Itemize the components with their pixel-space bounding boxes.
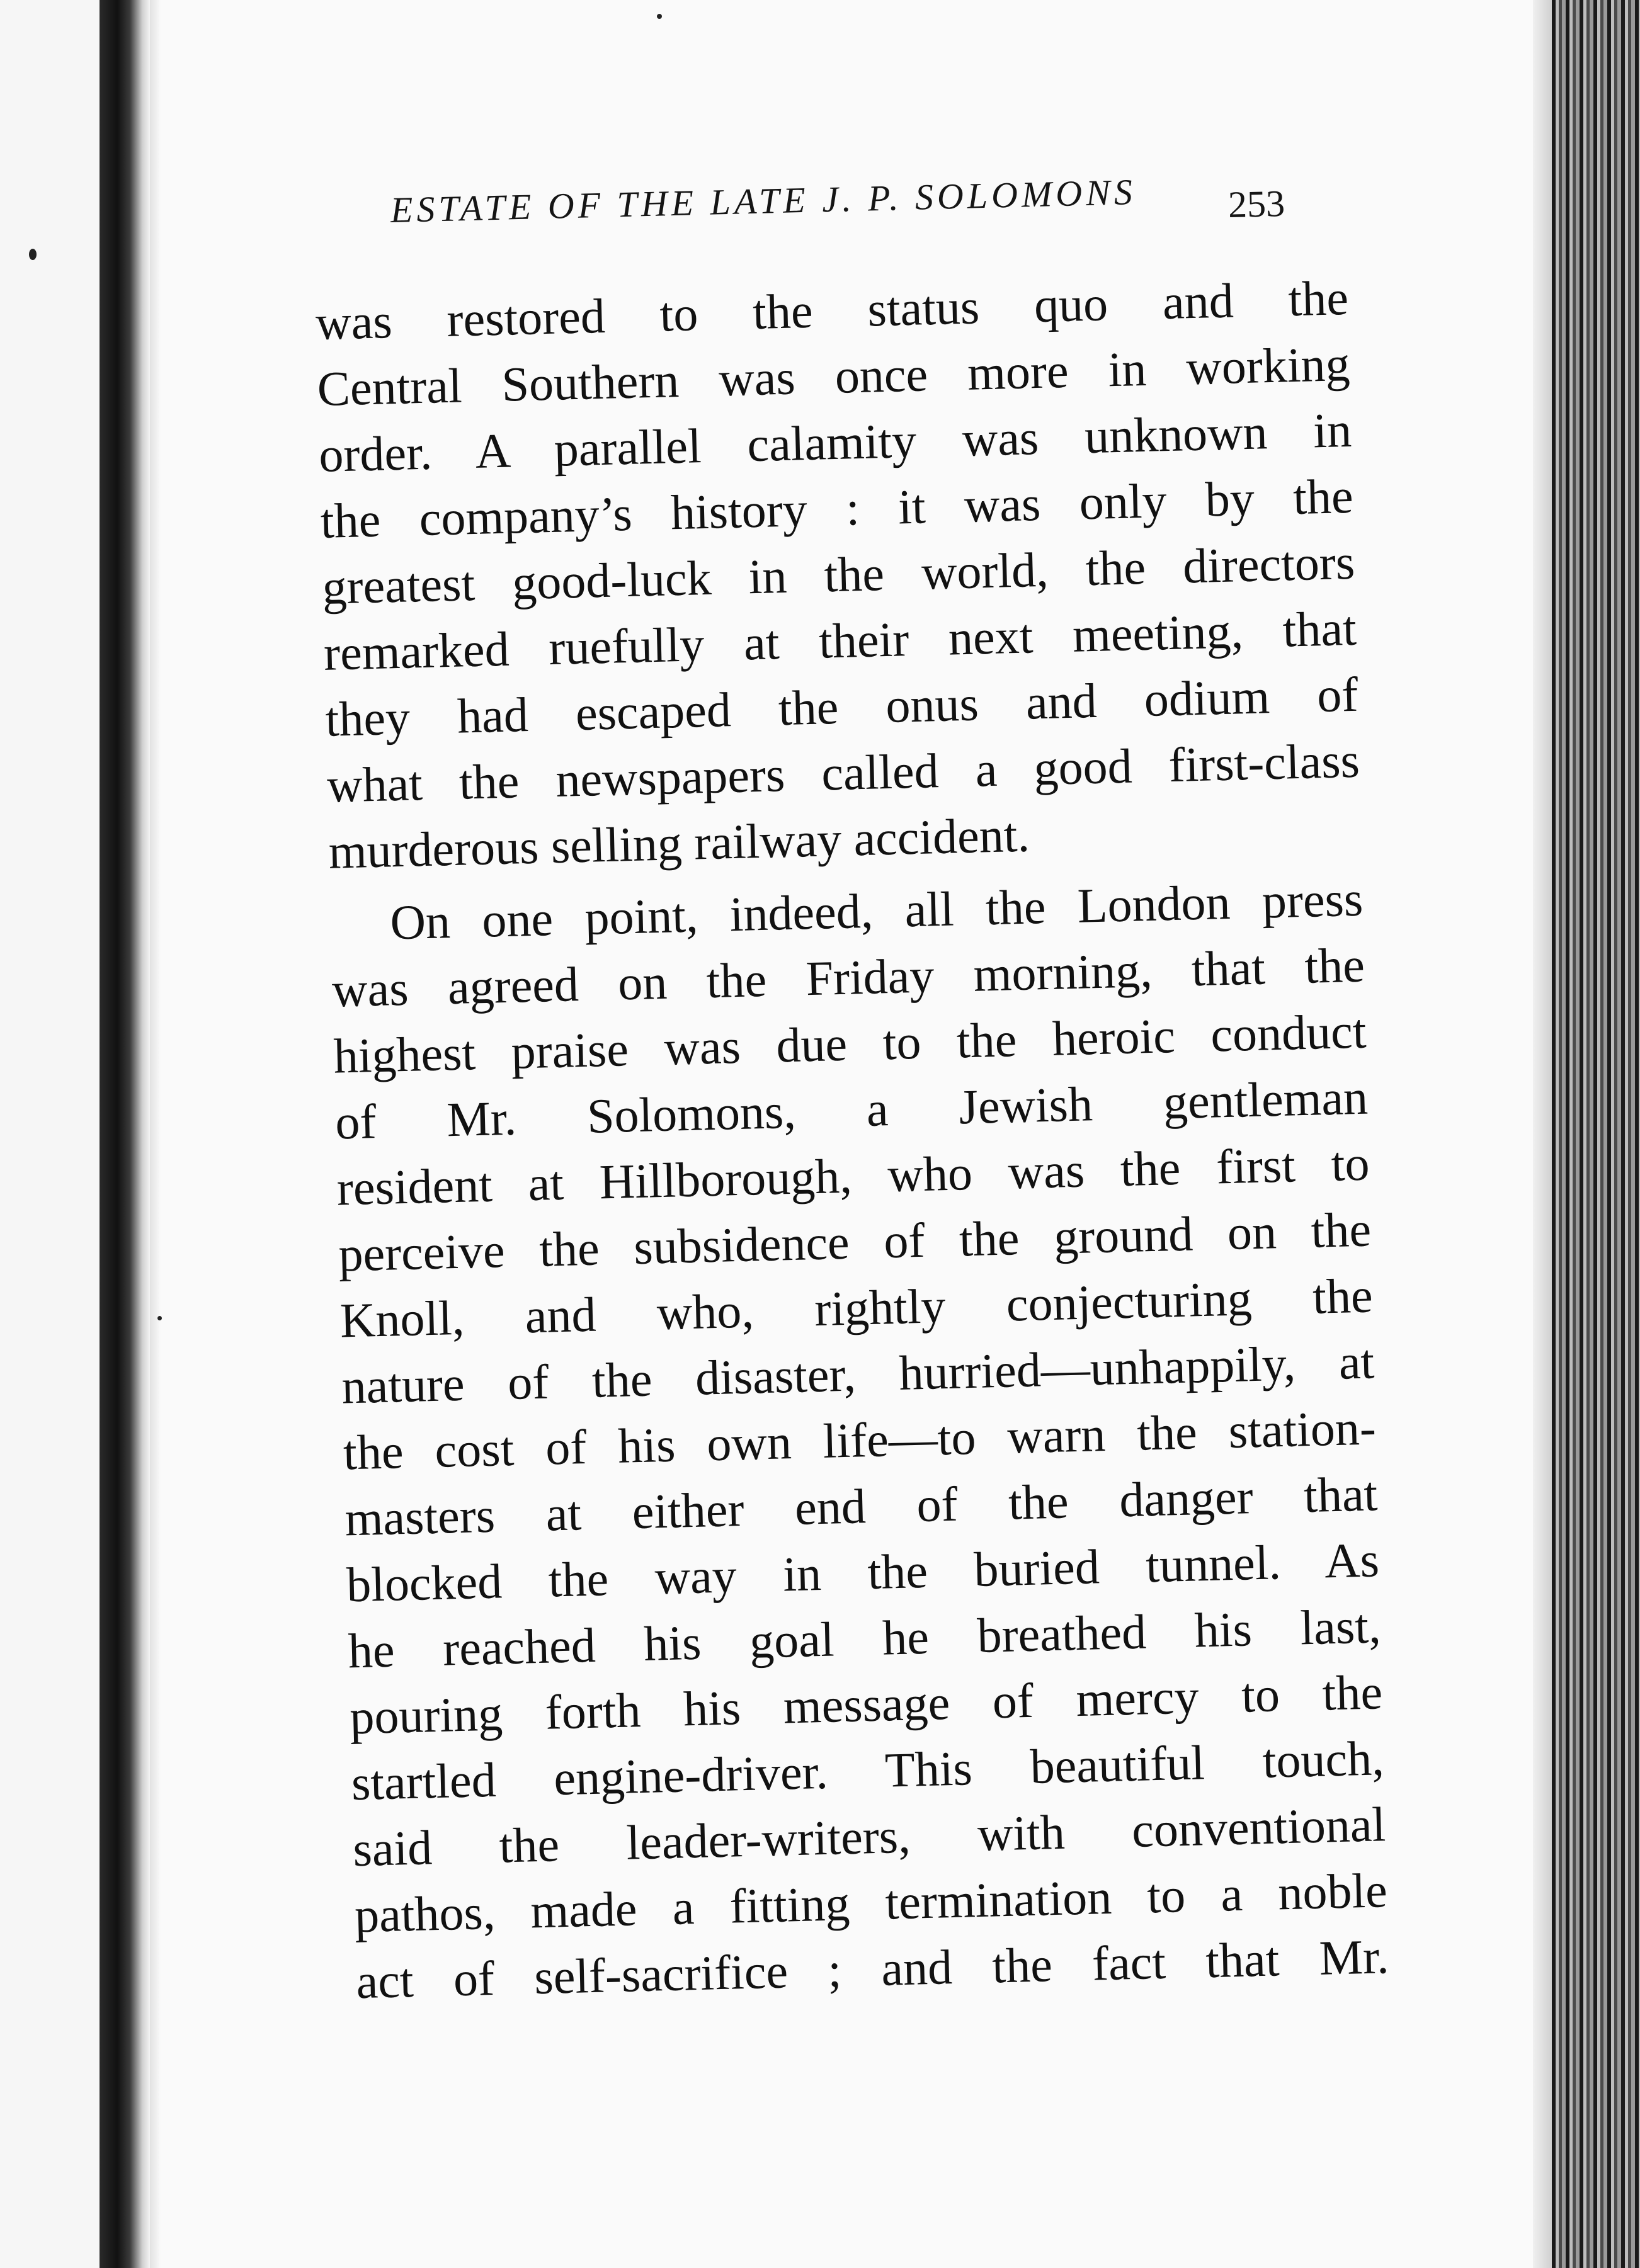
page-number: 253 bbox=[1227, 182, 1285, 226]
body-text bbox=[315, 264, 1389, 2014]
page-edge-shadow bbox=[1533, 0, 1552, 2268]
text-line: act of self-sacrifice ; and the fact that Mr. bbox=[355, 1929, 1390, 2009]
text-line: Central Southern was once more in working bbox=[316, 336, 1351, 416]
text-line: pouring forth his message of mercy to the bbox=[349, 1664, 1383, 1745]
text-line: perceive the subsidence of the ground on the bbox=[338, 1201, 1372, 1282]
text-line: On one point, indeed, all the London press bbox=[389, 871, 1364, 950]
text-line: was agreed on the Friday morning, that the bbox=[331, 937, 1365, 1018]
stacked-page-edges bbox=[1552, 0, 1640, 2268]
text-line: startled engine-driver. This beautiful touch, bbox=[350, 1730, 1385, 1811]
text-line: masters at either end of the danger that bbox=[344, 1466, 1379, 1546]
text-line: said the leader-writers, with conventional bbox=[352, 1796, 1387, 1877]
text-line: the cost of his own life—to warn the station- bbox=[343, 1400, 1377, 1480]
text-line: what the newspapers called a good first-class bbox=[326, 732, 1360, 813]
text-line: remarked ruefully at their next meeting, that bbox=[323, 600, 1357, 681]
ink-speck bbox=[29, 249, 37, 260]
running-head: ESTATE OF THE LATE J. P. SOLOMONS bbox=[390, 171, 1137, 230]
text-line: the company’s history : it was only by the bbox=[319, 468, 1354, 548]
ink-speck bbox=[657, 14, 662, 19]
text-line: he reached his goal he breathed his last, bbox=[347, 1598, 1382, 1679]
text-line: pathos, made a fitting termination to a noble bbox=[354, 1863, 1388, 1943]
text-line: Knoll, and who, rightly conjecturing the bbox=[339, 1267, 1374, 1348]
text-line: nature of the disaster, hurried—unhappily, at bbox=[341, 1334, 1375, 1414]
text-line: was restored to the status quo and the bbox=[315, 269, 1349, 350]
text-line: they had escaped the onus and odium of bbox=[324, 666, 1359, 747]
text-line: blocked the way in the buried tunnel. As bbox=[346, 1532, 1380, 1613]
paragraph bbox=[329, 866, 1389, 2015]
text-line: order. A parallel calamity was unknown in bbox=[318, 402, 1352, 482]
text-line: greatest good-luck in the world, the directors bbox=[321, 534, 1356, 615]
text-line: murderous selling railway accident. bbox=[327, 807, 1030, 879]
ink-speck bbox=[157, 1316, 162, 1320]
text-line: highest praise was due to the heroic conduct bbox=[333, 1003, 1367, 1084]
paragraph bbox=[315, 264, 1362, 885]
book-gutter bbox=[100, 0, 150, 2268]
text-line: of Mr. Solomons, a Jewish gentleman bbox=[334, 1069, 1369, 1150]
text-line: resident at Hillborough, who was the first to bbox=[336, 1135, 1370, 1216]
gutter-highlight bbox=[150, 0, 161, 2268]
